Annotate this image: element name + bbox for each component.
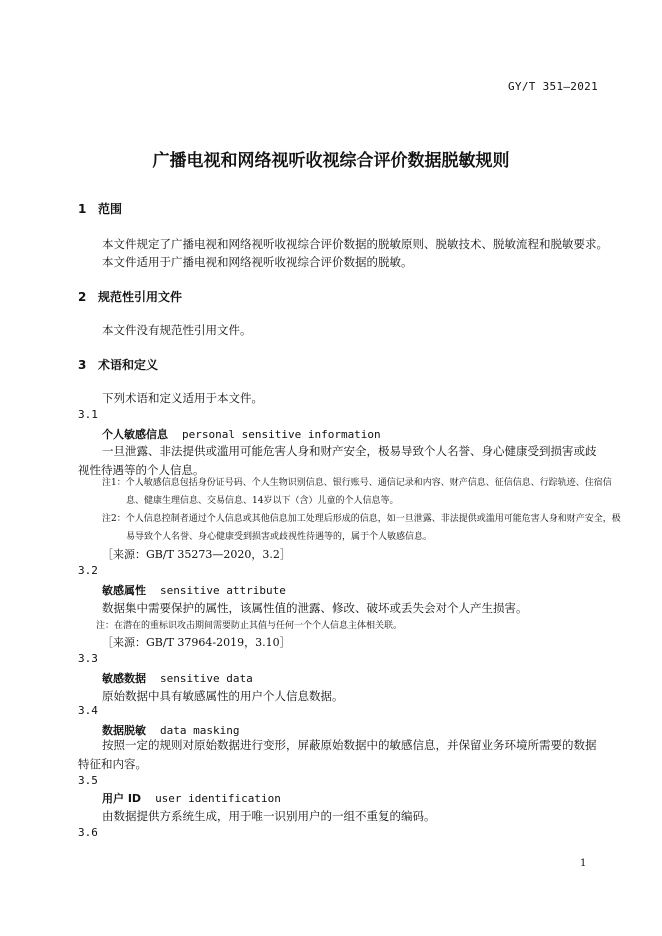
term-heading (102, 790, 281, 806)
term-definition: 原始数据中具有敏感属性的用户个人信息数据。 (102, 689, 344, 703)
section-2-heading (78, 288, 182, 305)
section-number: 1 (78, 202, 87, 216)
note: 注1：个人敏感信息包括身份证号码、个人生物识别信息、银行账号、通信记录和内容、财产信息、征信信息、行踪轨迹、住宿信息、健康生理信息、交易信息、14岁以下（含）儿童的个人信息等。 (102, 478, 612, 506)
section-3-heading (78, 356, 158, 373)
term-definition: 按照一定的规则对原始数据进行变形，屏蔽原始数据中的敏感信息，并保留业务环境所需要的数据特征和内容。 (78, 738, 597, 771)
term-number: 3.5 (78, 774, 98, 787)
term-heading (102, 670, 253, 686)
term-definition: 由数据提供方系统生成，用于唯一识别用户的一组不重复的编码。 (102, 809, 436, 823)
term-number: 3.1 (78, 408, 98, 421)
term-definition: 一旦泄露、非法提供或滥用可能危害人身和财产安全，极易导致个人名誉、身心健康受到损害或歧视性待遇等的个人信息。 (78, 444, 597, 477)
page-number: 1 (580, 858, 587, 869)
section-number: 3 (78, 358, 87, 372)
term-zh: 敏感数据 (102, 672, 146, 685)
term-zh: 数据脱敏 (102, 724, 146, 737)
term-zh: 个人敏感信息 (102, 428, 168, 441)
paragraph: 本文件没有规范性引用文件。 (102, 323, 252, 337)
standard-number: GY/T 351—2021 (508, 80, 598, 93)
term-source: ［来源：GB/T 37964-2019，3.10］ (102, 636, 291, 649)
section-title: 范围 (98, 202, 123, 216)
paragraph: 本文件规定了广播电视和网络视听收视综合评价数据的脱敏原则、脱敏技术、脱敏流程和脱敏要求。 (102, 237, 608, 251)
section-number: 2 (78, 290, 87, 304)
term-zh: 用户 ID (102, 792, 142, 805)
term-source: ［来源：GB/T 35273—2020，3.2］ (102, 548, 291, 561)
note: 注2：个人信息控制者通过个人信息或其他信息加工处理后形成的信息，如一旦泄露、非法提供或滥用可能危害人身和财产安全，极易导致个人名誉、身心健康受到损害或歧视性待遇等的，属于个人敏感信息。 (102, 514, 621, 542)
term-number: 3.4 (78, 704, 98, 717)
term-number: 3.6 (78, 826, 98, 839)
paragraph: 本文件适用于广播电视和网络视听收视综合评价数据的脱敏。 (102, 255, 413, 269)
term-en: personal sensitive information (182, 428, 381, 441)
paragraph: 下列术语和定义适用于本文件。 (102, 391, 263, 405)
term-en: user identification (155, 792, 281, 805)
term-zh: 敏感属性 (102, 584, 146, 597)
term-number: 3.3 (78, 652, 98, 665)
section-title: 术语和定义 (98, 358, 159, 372)
term-en: data masking (160, 724, 240, 737)
term-en: sensitive attribute (160, 584, 286, 597)
term-en: sensitive data (160, 672, 253, 685)
term-heading (102, 426, 381, 442)
term-heading (102, 582, 286, 598)
section-1-heading (78, 200, 122, 217)
term-number: 3.2 (78, 564, 98, 577)
term-definition: 数据集中需要保护的属性，该属性值的泄露、修改、破坏或丢失会对个人产生损害。 (102, 601, 528, 615)
note: 注：在潜在的重标识攻击期间需要防止其值与任何一个个人信息主体相关联。 (96, 621, 403, 631)
page-title: 广播电视和网络视听收视综合评价数据脱敏规则 (152, 151, 510, 171)
section-title: 规范性引用文件 (98, 290, 183, 304)
